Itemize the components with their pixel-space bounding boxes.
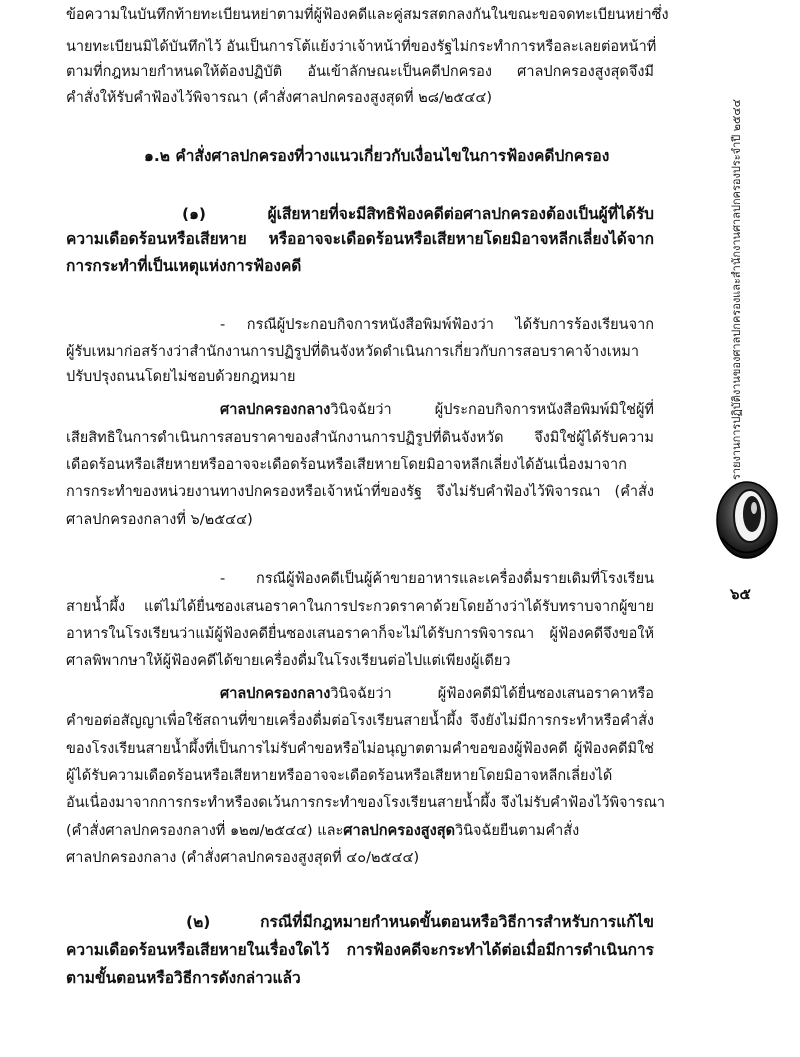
court-emblem-icon — [710, 478, 780, 568]
paragraph-line: ข้อความในบันทึกท้ายทะเบียนหย่าตามที่ผู้ฟ้องคดีและคู่สมรสตกลงกันในขณะขอจดทะเบียนหย่าซึ่ง — [66, 7, 669, 23]
ruling-text: วินิจฉัยยืนตามคำสั่ง — [455, 823, 580, 839]
court-name: ศาลปกครองกลาง — [220, 402, 331, 418]
ruling-line: การกระทำของหน่วยงานทางปกครองหรือเจ้าหน้าที่ของรัฐ จึงไม่รับคำฟ้องไว้พิจารณา (คำสั่ง — [66, 484, 654, 500]
case-line: อาหารในโรงเรียนว่าแม้ผู้ฟ้องคดียื่นซองเสนอราคาก็จะไม่ได้รับการพิจารณา ผู้ฟ้องคดีจึงขอให้ — [66, 626, 654, 642]
ruling-line: ของโรงเรียนสายน้ำผึ้งที่เป็นการไม่รับคำขอหรือไม่อนุญาตตามคำขอของผู้ฟ้องคดี ผู้ฟ้องคดีมิใช่ — [66, 741, 654, 757]
ruling-line — [66, 821, 654, 841]
case-line: สายน้ำผึ้ง แต่ไม่ได้ยื่นซองเสนอราคาในการประกวดราคาด้วยโดยอ้างว่าได้รับทราบจากผู้ขาย — [66, 599, 654, 615]
case-line: ปรับปรุงถนนโดยไม่ชอบด้วยกฎหมาย — [66, 369, 296, 385]
ruling-line: ผู้ได้รับความเดือดร้อนหรือเสียหายหรืออาจจะเดือดร้อนหรือเสียหายโดยมิอาจหลีกเลี่ยงได้ — [66, 768, 613, 784]
ruling-line: เสียสิทธิในการดำเนินการสอบราคาของสำนักงานการปฏิรูปที่ดินจังหวัด จึงมิใช่ผู้ได้รับความ — [66, 430, 654, 446]
ruling-text: (คำสั่งศาลปกครองกลางที่ ๑๒๗/๒๕๔๔) และ — [66, 823, 344, 839]
case-line: ศาลพิพากษาให้ผู้ฟ้องคดีได้ขายเครื่องดื่มในโรงเรียนต่อไปแต่เพียงผู้เดียว — [66, 653, 511, 669]
subsection-heading-line: (๑) ผู้เสียหายที่จะมีสิทธิฟ้องคดีต่อศาลปกครองต้องเป็นผู้ที่ได้รับ — [182, 205, 654, 223]
subsection-heading-line: ความเดือดร้อนหรือเสียหายในเรื่องใดไว้ การฟ้องคดีจะกระทำได้ต่อเมื่อมีการดำเนินการ — [66, 941, 654, 959]
court-name: ศาลปกครองสูงสุด — [343, 823, 455, 839]
court-name: ศาลปกครองกลาง — [220, 686, 331, 702]
subsection-heading-line: ความเดือดร้อนหรือเสียหาย หรืออาจจะเดือดร้อนหรือเสียหายโดยมิอาจหลีกเลี่ยงได้จาก — [66, 230, 654, 248]
case-line: - กรณีผู้ฟ้องคดีเป็นผู้ค้าขายอาหารและเครื่องดื่มรายเดิมที่โรงเรียน — [220, 571, 654, 587]
paragraph-line: ตามที่กฎหมายกำหนดให้ต้องปฏิบัติ อันเข้าลักษณะเป็นคดีปกครอง ศาลปกครองสูงสุดจึงมี — [66, 64, 654, 80]
ruling-text: วินิจฉัยว่า ผู้ประกอบกิจการหนังสือพิมพ์มิใช่ผู้ที่ — [330, 402, 654, 418]
ruling-text: วินิจฉัยว่า ผู้ฟ้องคดีมิได้ยื่นซองเสนอราคาหรือ — [330, 686, 654, 702]
case-line: ผู้รับเหมาก่อสร้างว่าสำนักงานการปฏิรูปที่ดินจังหวัดดำเนินการเกี่ยวกับการสอบราคาจ้างเหมา — [66, 344, 639, 360]
ruling-line — [220, 684, 654, 704]
ruling-line: ศาลปกครองกลางที่ ๖/๒๕๔๔) — [66, 512, 253, 528]
paragraph-line: นายทะเบียนมิได้บันทึกไว้ อันเป็นการโต้แย้งว่าเจ้าหน้าที่ของรัฐไม่กระทำการหรือละเลยต่อหน้าที่ — [66, 39, 657, 55]
ruling-line — [220, 400, 654, 420]
paragraph-line: คำสั่งให้รับคำฟ้องไว้พิจารณา (คำสั่งศาลปกครองสูงสุดที่ ๒๘/๒๕๔๔) — [66, 90, 492, 106]
ruling-line: อันเนื่องมาจากการกระทำหรืองดเว้นการกระทำของโรงเรียนสายน้ำผึ้ง จึงไม่รับคำฟ้องไว้พิจารณา — [66, 795, 666, 811]
subsection-heading-line: (๒) กรณีที่มีกฎหมายกำหนดขั้นตอนหรือวิธีการสำหรับการแก้ไข — [186, 913, 654, 931]
ruling-line: เดือดร้อนหรือเสียหายหรืออาจจะเดือดร้อนหรือเสียหายโดยมิอาจหลีกเลี่ยงได้อันเนื่องมาจาก — [66, 457, 627, 473]
running-header: รายงานการปฏิบัติงานของศาลปกครองและสำนักงานศาลปกครองประจำปี ๒๕๔๔ — [730, 99, 743, 480]
subsection-heading-line: การกระทำที่เป็นเหตุแห่งการฟ้องคดี — [66, 257, 302, 275]
case-line: - กรณีผู้ประกอบกิจการหนังสือพิมพ์ฟ้องว่า ได้รับการร้องเรียนจาก — [220, 317, 654, 333]
section-heading: ๑.๒ คำสั่งศาลปกครองที่วางแนวเกี่ยวกับเงื่อนไขในการฟ้องคดีปกครอง — [144, 147, 610, 165]
ruling-line: ศาลปกครองกลาง (คำสั่งศาลปกครองสูงสุดที่ ๔๐/๒๕๔๔) — [66, 850, 420, 866]
ruling-line: คำขอต่อสัญญาเพื่อใช้สถานที่ขายเครื่องดื่มต่อโรงเรียนสายน้ำผึ้ง จึงยังไม่มีการกระทำหรือคำสั่ง — [66, 713, 654, 729]
page-number: ๖๕ — [730, 585, 751, 603]
subsection-heading-line: ตามขั้นตอนหรือวิธีการดังกล่าวแล้ว — [66, 969, 301, 987]
